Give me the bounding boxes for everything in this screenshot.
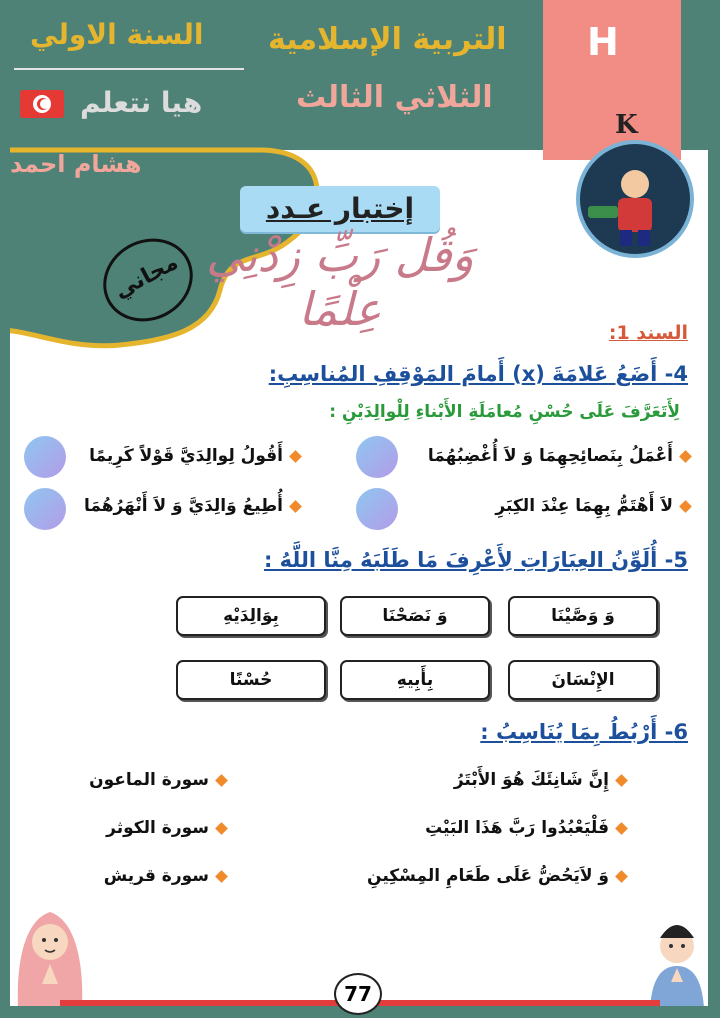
q4-item-1: أَعْمَلُ بِنَصائِحِهِمَا وَ لاَ أُغْضِبُهُمَا — [428, 446, 690, 466]
q4-answer-circle-3[interactable] — [356, 488, 398, 530]
channel-logo-image — [576, 140, 694, 258]
free-stamp: مجاني — [89, 223, 208, 337]
page-frame-right — [708, 0, 720, 1018]
q6-verse-3: وَ لاَيَحُضُّ عَلَى طَعَامِ المِسْكِينِ — [367, 866, 626, 886]
subject-title: التربية الإسلامية — [268, 22, 507, 57]
hk-letter-h: H — [587, 20, 619, 64]
q4-item-2: أَقُولُ لِوالِدَيَّ قَوْلاً كَرِيمًا — [89, 446, 300, 466]
question-4-title: 4- أَضَعُ عَلامَةَ (x) أَمامَ المَوْقِفِ المُناسِبِ: — [268, 362, 688, 386]
bullet-icon — [679, 500, 692, 513]
word-box[interactable]: بِوَالِدَيْهِ — [176, 596, 326, 636]
q6-surah-3: سورة قريش — [104, 866, 226, 886]
q4-answer-circle-4[interactable] — [24, 488, 66, 530]
bullet-icon — [289, 500, 302, 513]
header-divider — [14, 68, 244, 70]
question-5-title: 5- أُلَوِّنُ العِبَارَاتِ لِأَعْرِفَ مَا طَلَبَهُ مِنَّا اللَّهُ : — [263, 548, 688, 572]
page-number: 77 — [334, 973, 382, 1015]
q6-verse-2: فَلْيَعْبُدُوا رَبَّ هَذَا البَيْتِ — [425, 818, 626, 838]
bullet-icon — [215, 822, 228, 835]
praying-boy-illustration — [640, 904, 714, 1008]
bullet-icon — [615, 774, 628, 787]
year-title: السنة الاولي — [30, 18, 204, 51]
praying-girl-illustration — [10, 898, 90, 1008]
word-box[interactable]: حُسْنًا — [176, 660, 326, 700]
quran-verse-calligraphy: وَقُل رَبِّ زِدْنِي عِلْمًا — [206, 228, 474, 336]
exam-title: إختبار عـدد — [240, 186, 440, 232]
bullet-icon — [615, 870, 628, 883]
q4-item-3: لاَ أَهْتَمُّ بِهِمَا عِنْدَ الكِبَرِ — [495, 496, 690, 516]
sanad-label: السند 1: — [608, 322, 688, 344]
brand-name: هيا نتعلم — [80, 86, 203, 119]
word-box[interactable]: وَ نَصَحْنَا — [340, 596, 490, 636]
bullet-icon — [615, 822, 628, 835]
tunisia-flag-icon — [20, 90, 64, 118]
q4-answer-circle-1[interactable] — [356, 436, 398, 478]
hk-letter-k: K — [615, 110, 638, 140]
author-name: هشام احمد — [10, 150, 142, 178]
bullet-icon — [215, 870, 228, 883]
q4-item-4: أُطِيعُ وَالِدَيَّ وَ لاَ أَنْهَرُهُمَا — [84, 496, 300, 516]
bullet-icon — [679, 450, 692, 463]
term-title: الثلاثي الثالث — [296, 80, 493, 115]
bullet-icon — [289, 450, 302, 463]
word-box[interactable]: بِأَبِيهِ — [340, 660, 490, 700]
page-frame-left — [0, 0, 10, 1018]
bullet-icon — [215, 774, 228, 787]
word-box[interactable]: وَ وَصَّيْنَا — [508, 596, 658, 636]
q6-surah-1: سورة الماعون — [89, 770, 226, 790]
question-6-title: 6- أَرْبُطُ بِمَا يُنَاسِبُ : — [480, 720, 688, 744]
q6-verse-1: إِنَّ شَانِئَكَ هُوَ الأَبْتَرُ — [454, 770, 626, 790]
word-box[interactable]: الإِنْسَانَ — [508, 660, 658, 700]
q4-answer-circle-2[interactable] — [24, 436, 66, 478]
q6-surah-2: سورة الكوثر — [106, 818, 226, 838]
question-4-subtitle: لِأَتَعَرَّفَ عَلَى حُسْنِ مُعامَلَةِ الأَبْناءِ لِلْوالِدَيْنِ : — [329, 402, 680, 422]
hk-logo-box — [543, 0, 681, 160]
